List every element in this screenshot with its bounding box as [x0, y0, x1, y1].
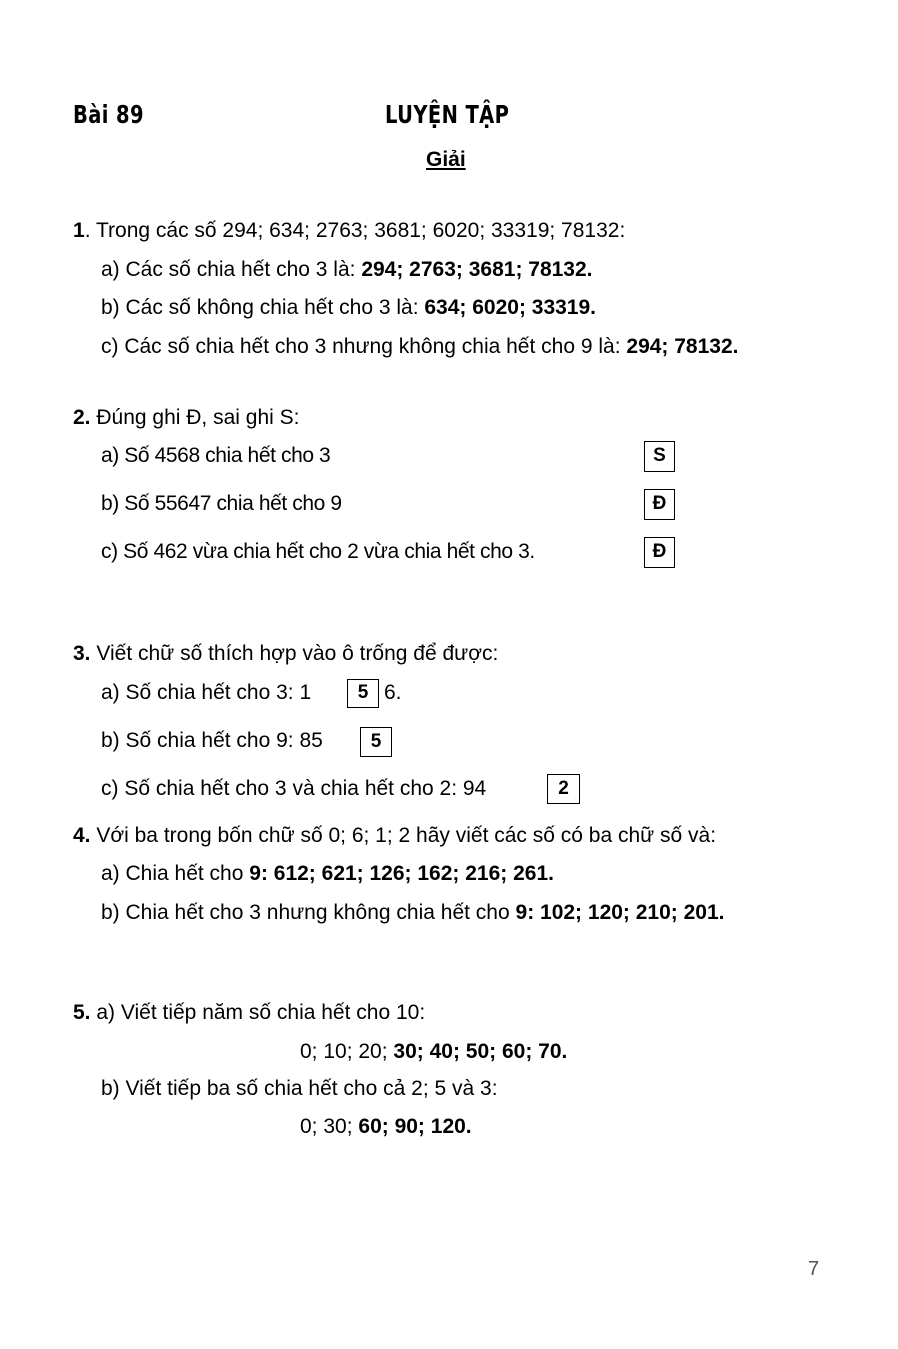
q3-prompt	[73, 641, 498, 667]
q1-a-answer: 294; 2763; 3681; 78132.	[361, 258, 593, 281]
q2-answer-box-c: Đ	[644, 537, 675, 568]
q1-c-text: c) Các số chia hết cho 3 nhưng không chia hết cho 9 là:	[101, 335, 627, 358]
q3-prompt-text: Viết chữ số thích hợp vào ô trống để được:	[90, 642, 499, 665]
q2-item-c: c) Số 462 vừa chia hết cho 2 vừa chia hết cho 3.	[101, 540, 535, 563]
q4-part-a	[101, 861, 554, 887]
q4-b-answer: 9: 102; 120; 210; 201.	[515, 901, 725, 924]
q1-prompt	[73, 218, 625, 244]
q4-number: 4.	[73, 824, 91, 847]
q4-a-text: a) Chia hết cho	[101, 862, 250, 885]
q3-part-a-text: a) Số chia hết cho 3: 1	[101, 681, 312, 704]
solution-heading: Giải	[426, 148, 466, 171]
q4-part-b	[101, 900, 725, 926]
q2-prompt	[73, 405, 299, 431]
q1-c-answer: 294; 78132.	[626, 335, 739, 358]
q5-part-b-prompt: b) Viết tiếp ba số chia hết cho cả 2; 5 và 3:	[101, 1077, 498, 1100]
q5-part-a-prompt	[73, 1000, 425, 1026]
q5-a-answer: 30; 40; 50; 60; 70.	[393, 1040, 568, 1063]
q3-part-c-text: c) Số chia hết cho 3 và chia hết cho 2: 94	[101, 777, 487, 800]
q1-b-text: b) Các số không chia hết cho 3 là:	[101, 296, 425, 319]
lesson-number: Bài 89	[73, 100, 144, 129]
q2-prompt-text: Đúng ghi Đ, sai ghi S:	[90, 406, 300, 429]
q4-prompt	[73, 823, 716, 849]
page-number: 7	[808, 1258, 820, 1280]
q3-part-a-suffix: 6.	[384, 681, 402, 704]
q4-a-answer: 9: 612; 621; 126; 162; 216; 261.	[249, 862, 554, 885]
q5-number: 5.	[73, 1001, 91, 1024]
q5-b-answer: 60; 90; 120.	[358, 1115, 472, 1138]
page-title: LUYỆN TẬP	[385, 100, 510, 129]
q5-part-b-answer	[300, 1114, 472, 1140]
q1-part-c	[101, 334, 739, 360]
q2-item-b: b) Số 55647 chia hết cho 9	[101, 492, 342, 515]
q1-part-a	[101, 257, 593, 283]
q5-a-given: 0; 10; 20;	[300, 1040, 394, 1063]
q1-b-answer: 634; 6020; 33319.	[424, 296, 596, 319]
q1-prompt-text: . Trong các số 294; 634; 2763; 3681; 6020; 33319; 78132:	[84, 219, 626, 242]
q1-a-text: a) Các số chia hết cho 3 là:	[101, 258, 362, 281]
q5-b-given: 0; 30;	[300, 1115, 359, 1138]
q4-b-text: b) Chia hết cho 3 nhưng không chia hết cho	[101, 901, 516, 924]
q5-a-text: a) Viết tiếp năm số chia hết cho 10:	[90, 1001, 426, 1024]
q2-item-a: a) Số 4568 chia hết cho 3	[101, 444, 331, 467]
q3-answer-box-a: 5	[347, 679, 379, 708]
q1-part-b	[101, 295, 596, 321]
q3-part-b-text: b) Số chia hết cho 9: 85	[101, 729, 323, 752]
q3-answer-box-c: 2	[547, 774, 580, 804]
q4-prompt-text: Với ba trong bốn chữ số 0; 6; 1; 2 hãy viết các số có ba chữ số và:	[90, 824, 717, 847]
q2-answer-box-b: Đ	[644, 489, 675, 520]
q5-part-a-answer	[300, 1039, 567, 1065]
q3-answer-box-b: 5	[360, 727, 392, 757]
q3-number: 3.	[73, 642, 91, 665]
q2-answer-box-a: S	[644, 441, 675, 472]
q1-number: 1	[73, 219, 85, 242]
q2-number: 2.	[73, 406, 91, 429]
